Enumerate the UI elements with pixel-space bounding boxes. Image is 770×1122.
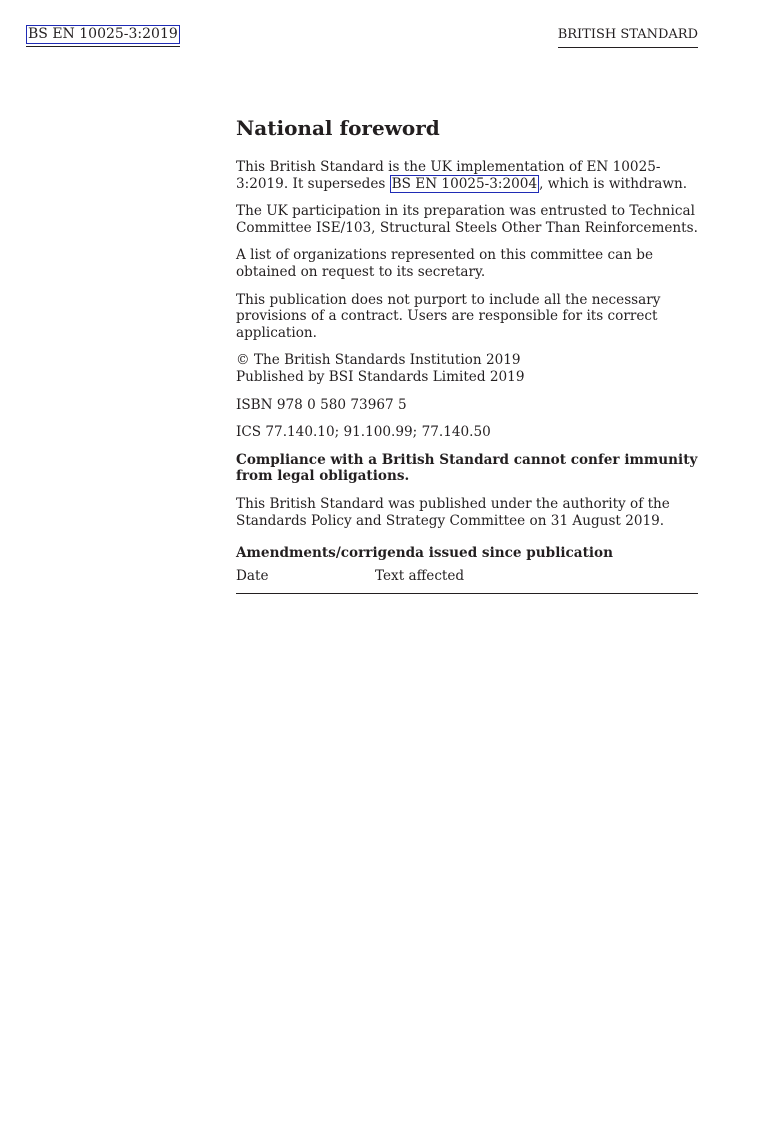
header-category: BRITISH STANDARD <box>558 26 698 48</box>
copyright-line: © The British Standards Institution 2019 <box>236 352 521 369</box>
page-title: National foreword <box>236 116 440 140</box>
amendments-table <box>236 568 698 594</box>
implementation-paragraph <box>236 159 698 192</box>
superseded-standard-link[interactable]: BS EN 10025-3:2004 <box>391 175 538 192</box>
publisher-line: Published by BSI Standards Limited 2019 <box>236 368 525 385</box>
amendments-text-header: Text affected <box>375 568 465 585</box>
compliance-notice: Compliance with a British Standard cannot confer immunity from legal obligations. <box>236 451 698 485</box>
authority-paragraph: This British Standard was published under the authority of the Standards Policy and Strategy Committee on 31 August 2019. <box>236 495 670 529</box>
amendments-date-header: Date <box>236 568 269 585</box>
implementation-text: This British Standard is the UK implementation of EN 10025-3:2019. It supersedes <box>236 159 661 192</box>
withdrawn-text: , which is withdrawn. <box>539 175 688 192</box>
isbn-line: ISBN 978 0 580 73967 5 <box>236 396 407 413</box>
organizations-paragraph: A list of organizations represented on this committee can be obtained on request to its secretary. <box>236 247 654 280</box>
amendments-heading: Amendments/corrigenda issued since publication <box>236 545 613 562</box>
provisions-paragraph: This publication does not purport to include all the necessary provisions of a contract. Users are responsible for its correct application. <box>236 291 661 341</box>
ics-line: ICS 77.140.10; 91.100.99; 77.140.50 <box>236 424 491 441</box>
committee-paragraph: The UK participation in its preparation was entrusted to Technical Committee ISE/103, Structural Steels Other Than Reinforcements. <box>236 203 698 236</box>
header-doc-ref <box>26 25 180 47</box>
copyright-block <box>236 352 698 385</box>
doc-ref-link[interactable]: BS EN 10025-3:2019 <box>28 26 178 42</box>
national-foreword-section <box>236 114 698 594</box>
